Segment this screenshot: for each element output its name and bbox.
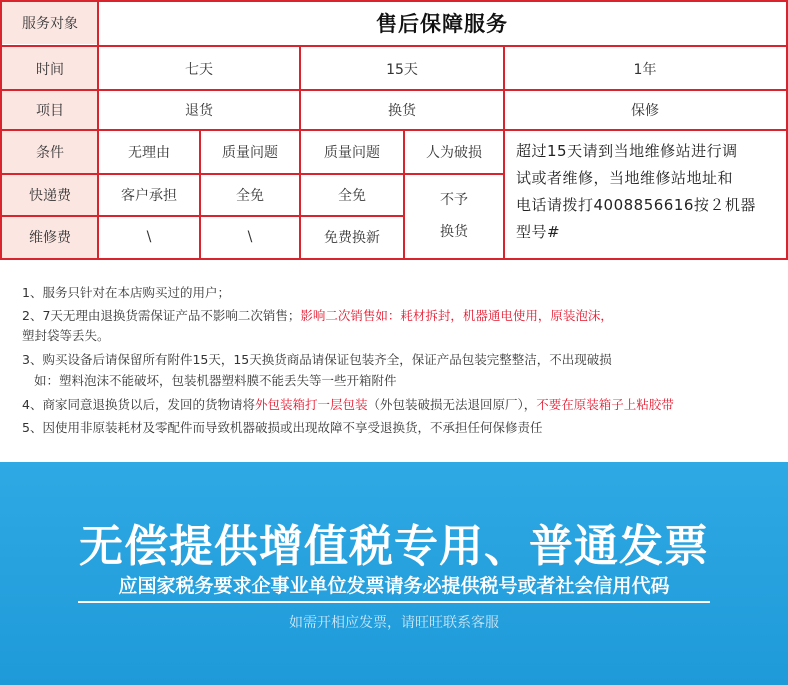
note-4-text-b: （外包装破损无法退回原厂）， [367, 397, 537, 412]
item-return: 退货 [185, 103, 213, 119]
note-2 [22, 308, 613, 324]
table-border-h4 [0, 173, 504, 175]
item-repair: 保修 [631, 103, 659, 119]
invoice-banner-underline [78, 601, 710, 603]
repair-note-line-1: 超过15天请到当地维修站进行调 [516, 142, 738, 160]
human-damage-no-exchange [404, 174, 504, 258]
shipping-customer-pays: 客户承担 [121, 188, 177, 204]
table-border-v1 [97, 0, 99, 260]
note-2-text: 2、7天无理由退换货需保证产品不影响二次销售； [22, 308, 301, 323]
row-label-shipping: 快递费 [2, 174, 98, 216]
row-label-item: 项目 [2, 90, 98, 130]
no-exchange-line-2: 换货 [440, 224, 468, 240]
after-sales-service-table [0, 0, 788, 262]
note-3: 3、购买设备后请保留所有附件15天，15天换货商品请保证包装齐全，保证产品包装完整整洁，不出现破损 [22, 352, 612, 367]
repair-fee-none-return: \ [146, 229, 152, 245]
table-border-h5 [0, 215, 404, 217]
note-2-highlight: 影响二次销售如：耗材拆封，机器通电使用，原装泡沫， [300, 308, 613, 323]
after-sales-notes [0, 262, 788, 462]
condition-quality-issue-exchange: 质量问题 [324, 145, 380, 161]
table-border-top [0, 0, 788, 2]
table-border-left [0, 0, 2, 260]
repair-service-note [504, 130, 786, 258]
table-border-v4 [403, 129, 405, 260]
service-target-header: 服务对象 [2, 2, 98, 44]
table-title: 售后保障服务 [376, 12, 508, 36]
repair-fee-free-replace: 免费换新 [324, 230, 380, 246]
table-border-h2 [0, 89, 788, 91]
note-4-text-a: 4、商家同意退换货以后，发回的货物请将 [22, 397, 255, 412]
table-border-bottom [0, 258, 788, 260]
table-border-v3 [299, 45, 301, 260]
row-label-repair-fee: 维修费 [2, 216, 98, 258]
condition-human-damage: 人为破损 [426, 145, 482, 161]
repair-note-line-3: 电话请拨打4008856616按２机器 [516, 196, 756, 214]
table-border-h1 [0, 45, 788, 47]
condition-quality-issue-return: 质量问题 [222, 145, 278, 161]
row-label-time: 时间 [2, 47, 98, 90]
shipping-free-return: 全免 [236, 188, 264, 204]
item-exchange: 换货 [388, 103, 416, 119]
no-exchange-line-1: 不予 [440, 192, 468, 208]
table-border-v5 [503, 45, 505, 260]
condition-no-reason: 无理由 [128, 145, 170, 161]
repair-note-line-4: 型号# [516, 223, 561, 241]
note-5: 5、因使用非原装耗材及零配件而导致机器破损或出现故障不享受退换货，不承担任何保修责任 [22, 420, 543, 435]
time-seven-days: 七天 [185, 61, 213, 78]
note-2-continued: 塑封袋等丢失。 [22, 328, 110, 343]
table-border-h3 [0, 129, 788, 131]
note-1: 1、服务只针对在本店购买过的用户； [22, 285, 230, 300]
note-4-highlight-b: 不要在原装箱子上粘胶带 [536, 397, 674, 412]
shipping-free-exchange: 全免 [338, 188, 366, 204]
time-one-year: 1年 [633, 61, 657, 78]
note-4 [22, 397, 674, 413]
table-border-v2 [199, 129, 201, 260]
row-label-condition: 条件 [2, 130, 98, 174]
invoice-banner-subtitle: 应国家税务要求企事业单位发票请务必提供税号或者社会信用代码 [118, 575, 670, 597]
time-fifteen-days: 15天 [386, 61, 418, 78]
note-4-highlight-a: 外包装箱打一层包装 [254, 397, 368, 412]
note-3-continued: 如：塑料泡沫不能破坏，包装机器塑料膜不能丢失等一些开箱附件 [34, 373, 397, 388]
repair-note-line-2: 试或者维修，当地维修站地址和 [516, 169, 734, 187]
invoice-banner-title: 无偿提供增值税专用、普通发票 [79, 521, 709, 572]
repair-fee-none-quality: \ [247, 229, 253, 245]
invoice-banner-footer: 如需开相应发票，请旺旺联系客服 [289, 615, 499, 631]
